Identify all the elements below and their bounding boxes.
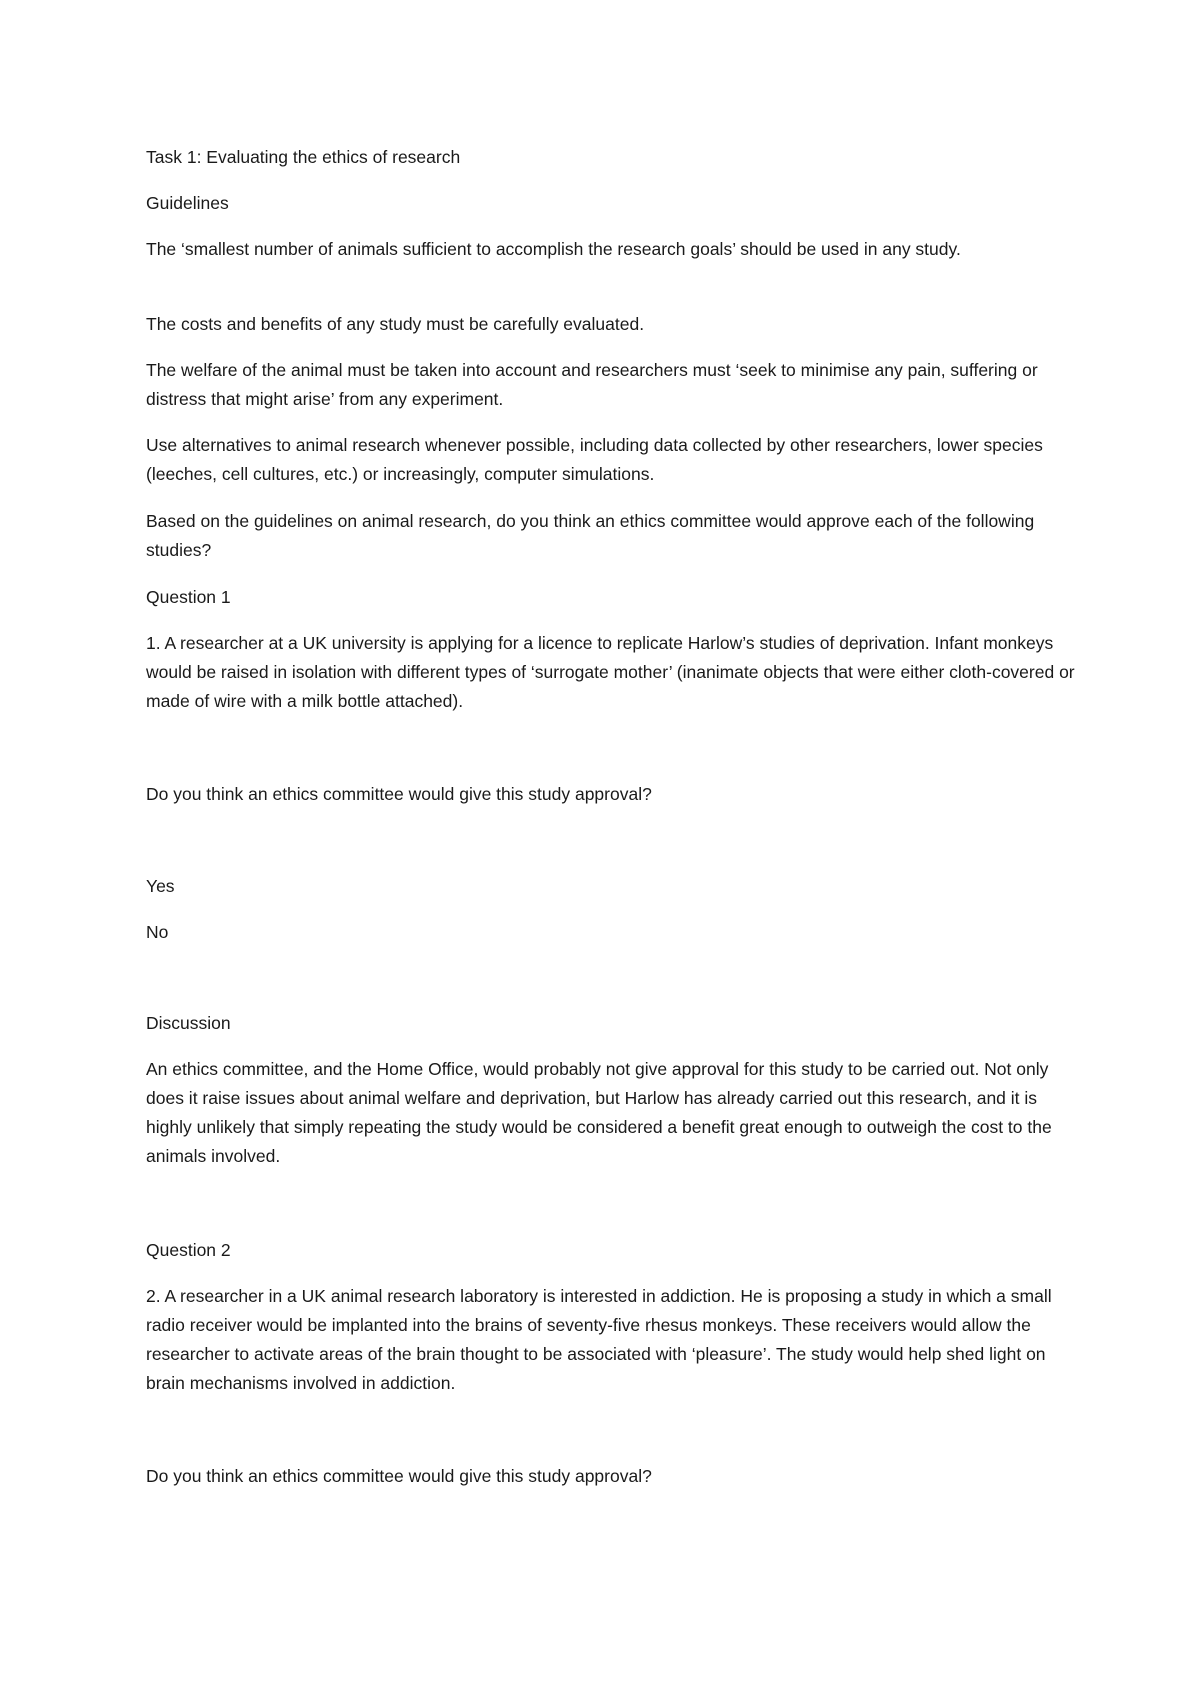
discussion-heading: Discussion — [146, 1013, 231, 1033]
discussion-text: An ethics committee, and the Home Office, would probably not give approval for this study to be carried out. Not only does it raise issues about animal welfare and deprivation, but Harlow has already carried out this research, and it is highly unlikely that simply repeating the study would be considered a benefit great enough to outweigh the cost to the animals involved. — [146, 1059, 1052, 1166]
intro-question: Based on the guidelines on animal research, do you think an ethics committee would approve each of the following studies? — [146, 511, 1035, 560]
question-1-prompt: Do you think an ethics committee would give this study approval? — [146, 784, 652, 804]
guideline-1: The ‘smallest number of animals sufficient to accomplish the research goals’ should be used in any study. — [146, 239, 961, 259]
guideline-3: The welfare of the animal must be taken into account and researchers must ‘seek to minimise any pain, suffering or distress that might arise’ from any experiment. — [146, 360, 1038, 409]
answer-option-no: No — [146, 922, 169, 942]
task-title: Task 1: Evaluating the ethics of research — [146, 147, 461, 167]
question-1-heading: Question 1 — [146, 587, 231, 607]
guideline-2: The costs and benefits of any study must be carefully evaluated. — [146, 314, 645, 334]
question-2-text: 2. A researcher in a UK animal research laboratory is interested in addiction. He is proposing a study in which a small radio receiver would be implanted into the brains of seventy-five rhesus monkeys. These receivers would allow the researcher to activate areas of the brain thought to be associated with ‘pleasure’. The study would help shed light on brain mechanisms involved in addiction. — [146, 1286, 1052, 1393]
guidelines-heading: Guidelines — [146, 193, 229, 213]
question-2-prompt: Do you think an ethics committee would give this study approval? — [146, 1466, 652, 1486]
question-2-heading: Question 2 — [146, 1240, 231, 1260]
question-1-text: 1. A researcher at a UK university is applying for a licence to replicate Harlow’s studies of deprivation. Infant monkeys would be raised in isolation with different types of ‘surrogate mother’ (inanimate objects that were either cloth-covered or made of wire with a milk bottle attached). — [146, 633, 1075, 711]
guideline-4: Use alternatives to animal research whenever possible, including data collected by other researchers, lower species (leeches, cell cultures, etc.) or increasingly, computer simulations. — [146, 435, 1043, 484]
answer-option-yes: Yes — [146, 876, 175, 896]
